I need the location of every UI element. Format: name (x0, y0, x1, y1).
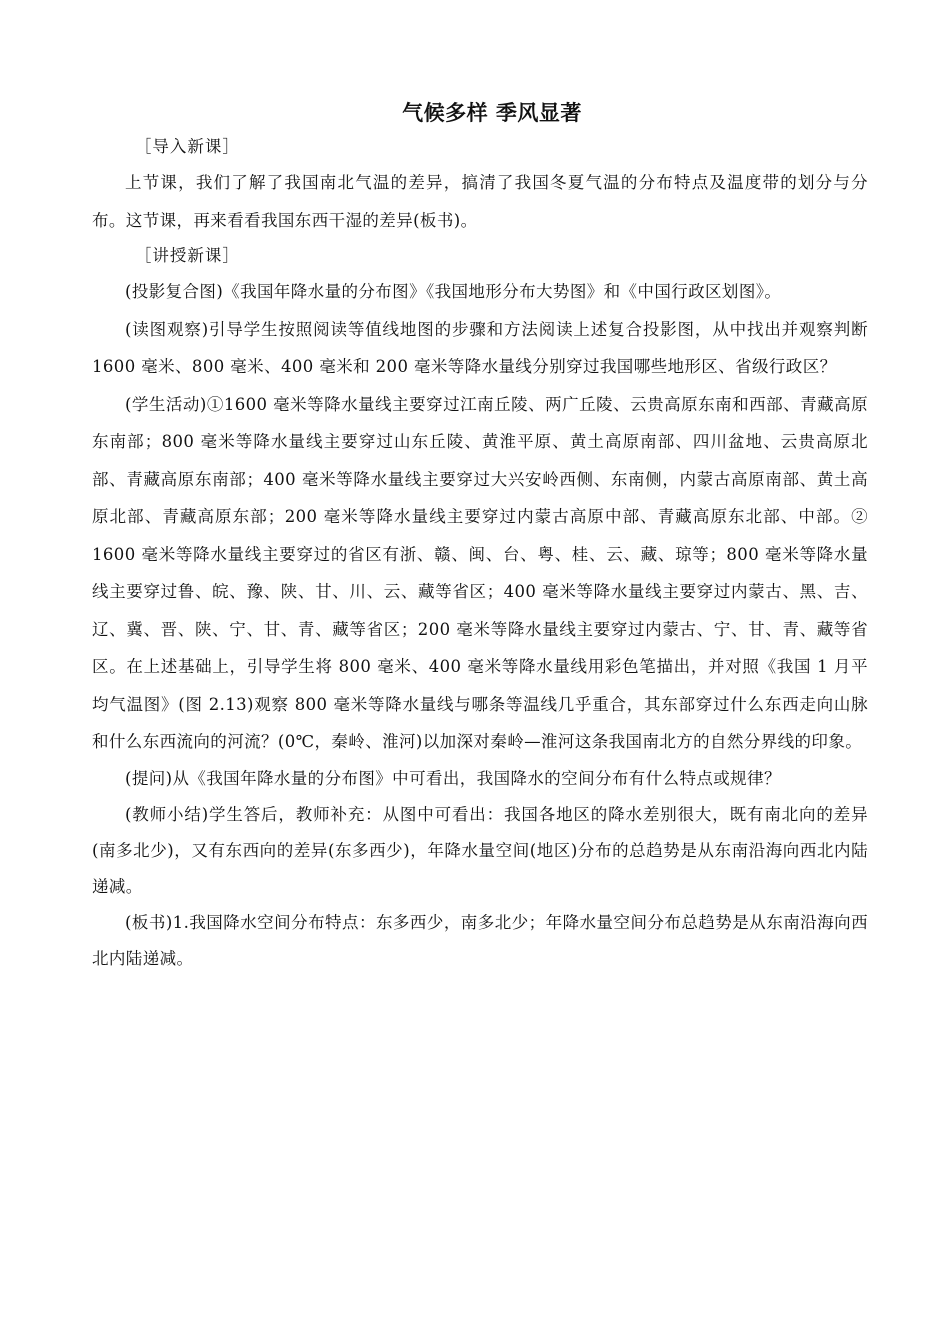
student-activity-paragraph: (学生活动)①1600 毫米等降水量线主要穿过江南丘陵、两广丘陵、云贵高原东南和西部、青藏高原东南部；800 毫米等降水量线主要穿过山东丘陵、黄淮平原、黄土高原南部、四川盆地、云贵高原北部、青藏高原东南部；400 毫米等降水量线主要穿过大兴安岭西侧、东南侧，内蒙古高原南部、黄土高原北部、青藏高原东部；200 毫米等降水量线主要穿过内蒙古高原中部、青藏高原东北部、中部。② 1600 毫米等降水量线主要穿过的省区有浙、赣、闽、台、粤、桂、云、藏、琼等；800 毫米等降水量线主要穿过鲁、皖、豫、陕、甘、川、云、藏等省区；400 毫米等降水量线主要穿过内蒙古、黑、吉、辽、冀、晋、陕、宁、甘、青、藏等省区；200 毫米等降水量线主要穿过内蒙古、宁、甘、青、藏等省区。在上述基础上，引导学生将 800 毫米、400 毫米等降水量线用彩色笔描出，并对照《我国 1 月平均气温图》(图 2.13)观察 800 毫米等降水量线与哪条等温线几乎重合，其东部穿过什么东西走向山脉和什么东西流向的河流？(0℃，秦岭、淮河)以加深对秦岭—淮河这条我国南北方的自然分界线的印象。 (92, 394, 868, 751)
document-title: 气候多样 季风显著 (402, 101, 582, 125)
teacher-summary-paragraph: (教师小结)学生答后，教师补充：从图中可看出：我国各地区的降水差别很大，既有南北向的差异(南多北少)，又有东西向的差异(东多西少)，年降水量空间(地区)分布的总趋势是从东南沿海向西北内陆递减。 (92, 804, 868, 896)
intro-heading: ［导入新课］ (134, 137, 240, 156)
document-page (92, 96, 868, 977)
lecture-heading: ［讲授新课］ (134, 246, 240, 265)
projection-paragraph: (投影复合图)《我国年降水量的分布图》《我国地形分布大势图》和《中国行政区划图》。 (125, 282, 782, 301)
map-reading-paragraph: (读图观察)引导学生按照阅读等值线地图的步骤和方法阅读上述复合投影图，从中找出并观察判断 1600 毫米、800 毫米、400 毫米和 200 毫米等降水量线分别穿过我国哪些地形区、省级行政区？ (92, 319, 868, 376)
intro-paragraph: 上节课，我们了解了我国南北气温的差异，搞清了我国冬夏气温的分布特点及温度带的划分与分布。这节课，再来看看我国东西干湿的差异(板书)。 (92, 173, 868, 230)
blackboard-paragraph: (板书)1.我国降水空间分布特点：东多西少，南多北少；年降水量空间分布总趋势是从东南沿海向西北内陆递减。 (92, 912, 868, 968)
question-paragraph: (提问)从《我国年降水量的分布图》中可看出，我国降水的空间分布有什么特点或规律？ (125, 768, 781, 788)
